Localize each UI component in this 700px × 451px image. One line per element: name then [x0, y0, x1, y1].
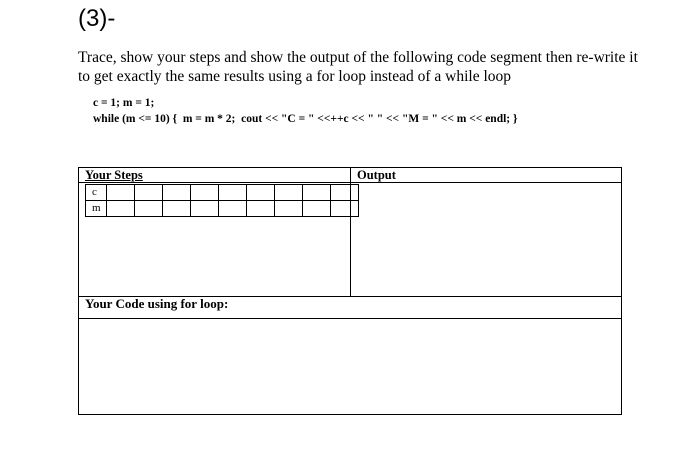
trace-cell[interactable] — [135, 185, 163, 201]
trace-cell[interactable] — [135, 201, 163, 217]
code-header: Your Code using for loop: — [85, 296, 229, 311]
question-number: (3)- — [78, 5, 116, 32]
trace-cell[interactable] — [191, 185, 219, 201]
code-line-2: while (m <= 10) { m = m * 2; cout << "C = " <<++c << " " << "M = " << m << endl; } — [93, 113, 518, 125]
trace-row-m — [86, 201, 359, 217]
trace-cell[interactable] — [247, 185, 275, 201]
trace-cell[interactable] — [247, 201, 275, 217]
trace-cell[interactable] — [163, 201, 191, 217]
trace-cell[interactable] — [163, 185, 191, 201]
trace-row-label: c — [86, 185, 107, 201]
trace-cell[interactable] — [219, 185, 247, 201]
trace-cell[interactable] — [275, 201, 303, 217]
trace-row-c — [86, 185, 359, 201]
trace-cell[interactable] — [191, 201, 219, 217]
trace-cell[interactable] — [275, 185, 303, 201]
trace-cell[interactable] — [219, 201, 247, 217]
trace-cell[interactable] — [331, 185, 359, 201]
output-header: Output — [357, 168, 396, 182]
header-divider — [79, 182, 621, 183]
trace-grid — [85, 184, 359, 217]
trace-cell[interactable] — [303, 201, 331, 217]
trace-cell[interactable] — [107, 201, 135, 217]
answer-table — [78, 167, 622, 415]
trace-row-label: m — [86, 201, 107, 217]
code-header-divider — [79, 318, 621, 319]
trace-cell[interactable] — [303, 185, 331, 201]
question-instruction: Trace, show your steps and show the output of the following code segment then re-write it to get exactly the same results using a for loop instead of a while loop — [78, 49, 638, 85]
trace-cell[interactable] — [331, 201, 359, 217]
code-line-1: c = 1; m = 1; — [93, 97, 155, 109]
steps-header: Your Steps — [85, 168, 143, 182]
trace-cell[interactable] — [107, 185, 135, 201]
